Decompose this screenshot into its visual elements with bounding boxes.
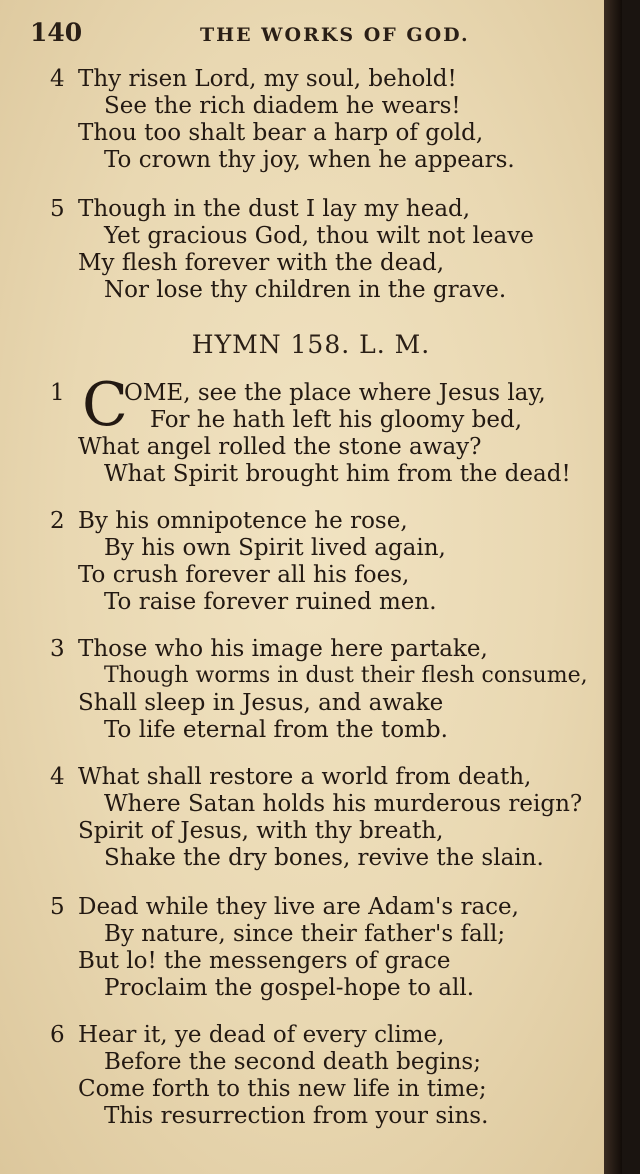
stanza-number: 5 bbox=[50, 196, 65, 222]
verse-line: Though in the dust I lay my head, bbox=[78, 196, 471, 222]
verse-line: Before the second death begins; bbox=[104, 1049, 481, 1075]
verse-line: To raise forever ruined men. bbox=[104, 589, 437, 615]
verse-line: Yet gracious God, thou wilt not leave bbox=[104, 223, 534, 249]
verse-line: My flesh forever with the dead, bbox=[78, 250, 445, 276]
verse-line: See the rich diadem he wears! bbox=[104, 93, 461, 119]
verse-line: Spirit of Jesus, with thy breath, bbox=[78, 818, 444, 844]
page-number: 140 bbox=[30, 18, 83, 47]
verse-line: To life eternal from the tomb. bbox=[104, 717, 448, 743]
running-head: THE WORKS OF GOD. bbox=[200, 24, 470, 46]
verse-line: Shake the dry bones, revive the slain. bbox=[104, 845, 544, 871]
verse-line: Those who his image here partake, bbox=[78, 636, 488, 662]
hymn-title: HYMN 158. L. M. bbox=[191, 330, 431, 359]
verse-line: What shall restore a world from death, bbox=[78, 764, 532, 790]
stanza-number: 4 bbox=[50, 764, 65, 790]
drop-cap: C bbox=[82, 370, 128, 440]
stanza-number: 6 bbox=[50, 1022, 65, 1048]
verse-line: Thou too shalt bear a harp of gold, bbox=[78, 120, 484, 146]
verse-line: Nor lose thy children in the grave. bbox=[104, 277, 507, 303]
verse-line: By his own Spirit lived again, bbox=[104, 535, 446, 561]
verse-line: Where Satan holds his murderous reign? bbox=[104, 791, 583, 817]
verse-line: Though worms in dust their flesh consume, bbox=[104, 663, 588, 688]
verse-line: Proclaim the gospel-hope to all. bbox=[104, 975, 474, 1001]
stanza-number: 5 bbox=[50, 894, 65, 920]
stanza-number: 4 bbox=[50, 66, 65, 92]
stanza-number: 2 bbox=[50, 508, 65, 534]
verse-line: To crush forever all his foes, bbox=[78, 562, 410, 588]
page-header bbox=[30, 14, 620, 54]
verse-line: Shall sleep in Jesus, and awake bbox=[78, 690, 444, 716]
verse-line: To crown thy joy, when he appears. bbox=[104, 147, 515, 173]
verse-line: What angel rolled the stone away? bbox=[78, 434, 482, 460]
stanza-number: 1 bbox=[50, 380, 65, 406]
verse-line: What Spirit brought him from the dead! bbox=[104, 461, 571, 487]
verse-line: But lo! the messengers of grace bbox=[78, 948, 451, 974]
stanza-number: 3 bbox=[50, 636, 65, 662]
verse-line: For he hath left his gloomy bed, bbox=[150, 407, 523, 433]
verse-line: Thy risen Lord, my soul, behold! bbox=[78, 66, 457, 92]
verse-line: OME, see the place where Jesus lay, bbox=[124, 380, 546, 406]
verse-line: Hear it, ye dead of every clime, bbox=[78, 1022, 445, 1048]
verse-line: This resurrection from your sins. bbox=[104, 1103, 489, 1129]
verse-line: Dead while they live are Adam's race, bbox=[78, 894, 519, 920]
page-binding-edge bbox=[604, 0, 622, 1174]
verse-line: By nature, since their father's fall; bbox=[104, 921, 506, 947]
verse-line: Come forth to this new life in time; bbox=[78, 1076, 487, 1102]
verse-line: By his omnipotence he rose, bbox=[78, 508, 408, 534]
